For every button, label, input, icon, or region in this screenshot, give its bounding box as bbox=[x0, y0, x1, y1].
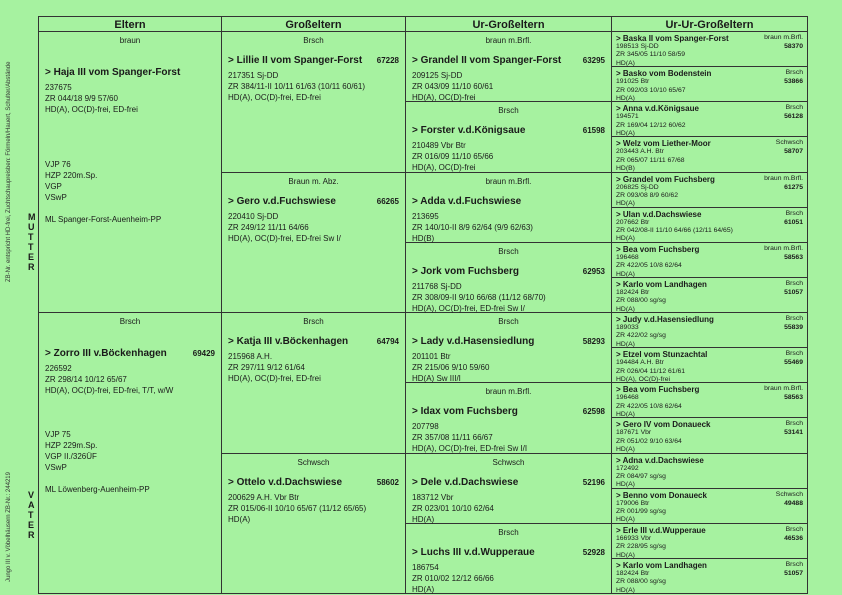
dog-detail: HD(A), OC(D)-frei, ED-frei bbox=[228, 93, 321, 102]
dog-name: > Gero v.d.Fuchswiese bbox=[228, 195, 336, 207]
dog-detail: ZR 422/05 10/8 62/64 bbox=[616, 402, 682, 410]
dog-number: 62953 bbox=[582, 266, 605, 276]
dog-detail: HD(A) bbox=[616, 340, 635, 348]
dog-number: 51057 bbox=[784, 569, 803, 577]
dog-name: > Welz vom Liether-Moor bbox=[616, 139, 711, 149]
dog-detail: 226592 bbox=[45, 364, 72, 373]
dog-detail: HD(B) bbox=[616, 165, 635, 173]
dog-detail: HD(A), OC(D)-frei, ED-frei bbox=[228, 374, 321, 383]
dog-detail: ZR 015/06-II 10/10 65/67 (11/12 65/65) bbox=[228, 503, 367, 513]
coat-color: Brsch bbox=[498, 527, 519, 537]
dog-detail: HD(A) bbox=[616, 551, 635, 559]
urgrosseltern-entry bbox=[406, 32, 612, 102]
sidebar-letter: T bbox=[28, 232, 34, 242]
dog-number: 58707 bbox=[784, 148, 803, 156]
dog-name: > Idax vom Fuchsberg bbox=[412, 406, 518, 418]
dog-number: 46536 bbox=[784, 534, 803, 542]
dog-detail: ZR 093/08 8/9 60/62 bbox=[616, 191, 678, 199]
dog-number: 53141 bbox=[784, 429, 803, 437]
eltern-entry bbox=[38, 32, 222, 313]
dog-number: 52196 bbox=[582, 477, 605, 487]
dog-name: > Ulan v.d.Dachswiese bbox=[616, 209, 702, 219]
coat-color: braun m.Brfl. bbox=[485, 387, 532, 397]
vater-label bbox=[28, 490, 35, 540]
sidebar-letter: A bbox=[28, 500, 35, 510]
dog-number: 53866 bbox=[784, 78, 803, 86]
dog-name: > Katja III v.Böckenhagen bbox=[228, 336, 349, 347]
dog-detail: 187671 Vbr bbox=[616, 429, 652, 437]
coat-color: Schwsch bbox=[297, 457, 330, 467]
dog-detail: 210489 Vbr Btr bbox=[412, 141, 466, 151]
coat-color: braun m.Brfl. bbox=[485, 176, 532, 186]
dog-detail bbox=[45, 148, 215, 159]
coat-color: Brsch bbox=[119, 317, 141, 326]
dog-name: > Adda v.d.Fuchswiese bbox=[412, 195, 522, 207]
dog-name: > Baska II vom Spanger-Forst bbox=[616, 34, 729, 43]
dog-number: 58370 bbox=[784, 43, 803, 50]
sidebar-letter: U bbox=[28, 222, 35, 232]
ururgrosseltern-entry bbox=[612, 243, 808, 278]
dog-detail: HD(A), OC(D)-frei, ED-frei, T/T, w/W bbox=[45, 386, 174, 395]
coat-color: Schwsch bbox=[775, 139, 803, 147]
dog-number: 58563 bbox=[784, 253, 803, 261]
dog-detail: 196468 bbox=[616, 253, 639, 261]
dog-name: > Etzel vom Stunzachtal bbox=[616, 350, 708, 360]
dog-name: > Basko vom Bodenstein bbox=[616, 69, 712, 79]
coat-color: Brsch bbox=[785, 104, 803, 112]
dog-number: 69429 bbox=[192, 349, 215, 358]
urgrosseltern-entry bbox=[406, 454, 612, 524]
dog-detail bbox=[45, 396, 215, 407]
dog-detail: VSwP bbox=[45, 463, 67, 472]
dog-detail: HD(A) bbox=[616, 411, 635, 419]
dog-number: 51057 bbox=[784, 288, 803, 296]
dog-detail bbox=[45, 418, 215, 429]
coat-color: Brsch bbox=[498, 246, 519, 256]
dog-detail: ZR 001/99 sg/sg bbox=[616, 508, 666, 516]
urgrosseltern-entry bbox=[406, 102, 612, 172]
dog-detail: HD(A), OC(D)-frei, ED-frei Sw I/I bbox=[412, 444, 528, 454]
sidebar-letter: T bbox=[28, 242, 34, 252]
dog-name: > Benno vom Donaueck bbox=[616, 490, 707, 500]
urgrosseltern-entry bbox=[406, 524, 612, 594]
dog-number: 62598 bbox=[582, 407, 605, 417]
dog-detail: ML Löwenberg-Auenheim-PP bbox=[45, 485, 150, 494]
ururgrosseltern-entry bbox=[612, 137, 808, 172]
dog-detail: ZR 308/09-II 9/10 66/68 (11/12 68/70) bbox=[412, 292, 546, 302]
header-ururgroeltern: Ur-Ur-Großeltern bbox=[612, 16, 808, 32]
dog-detail: VJP 76 bbox=[45, 160, 71, 169]
dog-name: > Bea vom Fuchsberg bbox=[616, 385, 700, 395]
dog-detail: 237675 bbox=[45, 83, 72, 92]
dog-detail: ZR 384/11-II 10/11 61/63 (10/11 60/61) bbox=[228, 82, 365, 91]
sidebar-bottom-note: Jungo III v. Vöbelhäusern ZB-Nr.: 244219 bbox=[6, 472, 12, 582]
ururgrosseltern-entry bbox=[612, 383, 808, 418]
dog-detail: VGP II./326ÜF bbox=[45, 452, 97, 461]
dog-detail: HD(A) bbox=[616, 130, 635, 138]
ururgrosseltern-entry bbox=[612, 173, 808, 208]
coat-color: braun m.Brfl. bbox=[764, 34, 803, 41]
coat-color: Brsch bbox=[498, 106, 519, 116]
dog-detail: 183712 Vbr bbox=[412, 492, 454, 502]
dog-name: > Grandel II vom Spanger-Forst bbox=[412, 55, 562, 66]
dog-name: > Jork vom Fuchsberg bbox=[412, 265, 519, 277]
dog-detail: VGP bbox=[45, 182, 62, 191]
sidebar-letter: V bbox=[28, 490, 35, 500]
grosseltern-entry bbox=[222, 173, 406, 314]
dog-detail: 211768 Sj-DD bbox=[412, 281, 462, 291]
dog-detail: ZR 026/04 11/12 61/61 bbox=[616, 367, 686, 375]
dog-detail: ZR 215/06 9/10 59/60 bbox=[412, 363, 490, 372]
ururgrosseltern-entry bbox=[612, 208, 808, 243]
grosseltern-entry bbox=[222, 454, 406, 595]
dog-detail: 189033 bbox=[616, 324, 639, 331]
sidebar-letter: T bbox=[28, 510, 34, 520]
dog-number: 55839 bbox=[784, 324, 803, 331]
dog-detail: ZR 169/04 12/12 60/62 bbox=[616, 121, 686, 129]
dog-detail: ZR 228/95 sg/sg bbox=[616, 543, 666, 551]
dog-number: 56128 bbox=[784, 113, 803, 121]
ururgrosseltern-entry bbox=[612, 559, 808, 594]
coat-color: Brsch bbox=[785, 69, 803, 77]
dog-name: > Bea vom Fuchsberg bbox=[616, 244, 700, 254]
dog-detail: 182424 Btr bbox=[616, 288, 650, 296]
dog-detail: HD(A) bbox=[616, 586, 635, 594]
dog-detail: 207662 Btr bbox=[616, 218, 650, 226]
dog-detail bbox=[45, 115, 215, 126]
dog-detail: ZR 088/00 sg/sg bbox=[616, 578, 666, 586]
header-eltern: Eltern bbox=[38, 16, 222, 32]
dog-detail: ZR 422/02 sg/sg bbox=[616, 332, 666, 340]
dog-detail: ML Spanger-Forst-Auenheim-PP bbox=[45, 215, 162, 224]
dog-number: 58602 bbox=[376, 477, 399, 487]
grosseltern-entry bbox=[222, 313, 406, 454]
dog-name: > Judy v.d.Hasensiedlung bbox=[616, 315, 714, 324]
dog-name: > Lillie II vom Spanger-Forst bbox=[228, 55, 363, 66]
dog-detail bbox=[45, 407, 215, 418]
coat-color: Brsch bbox=[785, 315, 803, 322]
sidebar-letter: E bbox=[28, 252, 35, 262]
dog-detail: VSwP bbox=[45, 193, 67, 202]
dog-detail: ZR 345/05 11/10 58/59 bbox=[616, 51, 686, 59]
dog-name: > Lady v.d.Hasensiedlung bbox=[412, 336, 535, 347]
dog-detail: 215968 A.H. bbox=[228, 352, 273, 361]
dog-detail: HD(A) bbox=[412, 584, 435, 594]
dog-detail: HZP 229m.Sp. bbox=[45, 441, 98, 450]
dog-detail: ZR 357/08 11/11 66/67 bbox=[412, 433, 493, 443]
dog-detail: ZR 016/09 11/10 65/66 bbox=[412, 152, 494, 162]
ururgrosseltern-entry bbox=[612, 32, 808, 67]
coat-color: Brsch bbox=[303, 317, 324, 326]
ururgrosseltern-entry bbox=[612, 524, 808, 559]
dog-detail: 207798 bbox=[412, 422, 439, 432]
dog-detail: HZP 220m.Sp. bbox=[45, 171, 98, 180]
dog-detail: HD(A) bbox=[412, 514, 435, 524]
dog-detail: 194571 bbox=[616, 113, 639, 121]
sidebar-letter: R bbox=[28, 530, 35, 540]
dog-detail bbox=[45, 473, 215, 484]
header-urgroeltern: Ur-Großeltern bbox=[406, 16, 612, 32]
dog-detail: HD(A) bbox=[616, 446, 635, 454]
coat-color: Brsch bbox=[785, 209, 803, 217]
dog-detail: ZR 051/02 9/10 63/64 bbox=[616, 437, 682, 445]
urgrosseltern-entry bbox=[406, 243, 612, 313]
dog-detail: HD(A) bbox=[616, 516, 635, 524]
eltern-entry bbox=[38, 313, 222, 594]
dog-name: > Zorro III v.Böckenhagen bbox=[45, 348, 167, 359]
dog-name: > Erle III v.d.Wupperaue bbox=[616, 525, 706, 535]
dog-number: 52928 bbox=[582, 547, 605, 557]
dog-name: > Karlo vom Landhagen bbox=[616, 560, 707, 570]
coat-color: braun m.Brfl. bbox=[764, 244, 803, 252]
dog-detail: ZR 084/97 sg/sg bbox=[616, 472, 666, 480]
dog-detail: ZR 042/08-II 11/10 64/66 (12/11 64/65) bbox=[616, 227, 733, 235]
dog-detail: HD(A) bbox=[616, 59, 635, 67]
dog-detail: 196468 bbox=[616, 394, 639, 402]
urgrosseltern-entry bbox=[406, 173, 612, 243]
ururgrosseltern-entry bbox=[612, 313, 808, 348]
dog-detail: ZR 092/03 10/10 65/67 bbox=[616, 86, 686, 94]
sidebar bbox=[0, 0, 40, 595]
coat-color: braun m.Brfl. bbox=[485, 36, 532, 45]
dog-name: > Dele v.d.Dachswiese bbox=[412, 476, 519, 488]
dog-detail: ZR 422/05 10/8 62/64 bbox=[616, 262, 682, 270]
coat-color: braun bbox=[119, 36, 141, 45]
dog-detail: ZR 023/01 10/10 62/64 bbox=[412, 503, 494, 513]
ururgrosseltern-entry bbox=[612, 102, 808, 137]
coat-color: Braun m. Abz. bbox=[288, 176, 339, 186]
dog-name: > Ottelo v.d.Dachswiese bbox=[228, 476, 343, 488]
coat-color: braun m.Brfl. bbox=[764, 174, 803, 182]
dog-name: > Adna v.d.Dachswiese bbox=[616, 455, 704, 465]
dog-name: > Luchs III v.d.Wupperaue bbox=[412, 546, 535, 558]
dog-number: 58563 bbox=[784, 394, 803, 402]
coat-color: Schwsch bbox=[492, 457, 525, 467]
coat-color: Brsch bbox=[785, 279, 803, 287]
coat-color: Brsch bbox=[498, 317, 519, 326]
dog-number: 61275 bbox=[784, 183, 803, 191]
ururgrosseltern-entry bbox=[612, 67, 808, 102]
dog-detail: VJP 75 bbox=[45, 430, 71, 439]
dog-detail: 217351 Sj-DD bbox=[228, 71, 279, 80]
dog-name: > Grandel vom Fuchsberg bbox=[616, 174, 715, 184]
dog-detail: 179006 Btr bbox=[616, 499, 650, 507]
dog-detail: HD(A) bbox=[616, 200, 635, 208]
coat-color: Brsch bbox=[785, 420, 803, 428]
dog-detail: HD(A), OC(D)-frei, ED-frei Sw I/ bbox=[412, 303, 525, 313]
dog-detail: HD(A) bbox=[616, 235, 635, 243]
dog-detail: HD(A) bbox=[616, 305, 635, 313]
dog-detail: ZR 010/02 12/12 66/66 bbox=[412, 573, 494, 583]
dog-detail bbox=[45, 126, 215, 137]
coat-color: Schwsch bbox=[775, 490, 803, 498]
dog-number: 67228 bbox=[376, 56, 399, 65]
coat-color: Brsch bbox=[303, 36, 324, 45]
dog-detail bbox=[45, 137, 215, 148]
coat-color: Brsch bbox=[785, 350, 803, 358]
dog-detail: 194484 A.H. Btr bbox=[616, 359, 664, 367]
dog-detail: 201101 Btr bbox=[412, 352, 451, 361]
dog-detail: ZR 297/11 9/12 61/64 bbox=[228, 363, 305, 372]
sidebar-top-note: ZB-Nr. entspricht HD-frei, Zuchtschaupreisben: Förmeln/Hauert, Schulter/Abstände bbox=[6, 61, 12, 282]
dog-detail: 203443 A.H. Btr bbox=[616, 148, 664, 156]
dog-name: > Karlo vom Landhagen bbox=[616, 279, 707, 289]
sidebar-letter: M bbox=[28, 212, 36, 222]
dog-name: > Anna v.d.Königsaue bbox=[616, 104, 699, 114]
dog-detail: 220410 Sj-DD bbox=[228, 211, 279, 221]
dog-detail: ZR 043/09 11/10 60/61 bbox=[412, 82, 494, 91]
dog-detail: 182424 Btr bbox=[616, 569, 650, 577]
dog-detail: HD(A), OC(D)-frei bbox=[412, 163, 476, 173]
dog-detail: HD(A), OC(D)-frei, ED-frei bbox=[45, 105, 138, 114]
dog-name: > Gero IV vom Donaueck bbox=[616, 420, 711, 430]
ururgrosseltern-entry bbox=[612, 348, 808, 383]
dog-detail bbox=[45, 203, 215, 214]
dog-detail: ZR 249/12 11/11 64/66 bbox=[228, 222, 309, 232]
dog-name: > Forster v.d.Königsaue bbox=[412, 125, 526, 137]
urgrosseltern-entry bbox=[406, 383, 612, 453]
coat-color: braun m.Brfl. bbox=[764, 385, 803, 393]
dog-detail: HD(A) bbox=[616, 481, 635, 489]
dog-detail: 209125 Sj-DD bbox=[412, 71, 463, 80]
dog-detail: 200629 A.H. Vbr Btr bbox=[228, 492, 300, 502]
dog-number: 55469 bbox=[784, 359, 803, 367]
urgrosseltern-entry bbox=[406, 313, 612, 383]
dog-detail: 186754 bbox=[412, 562, 439, 572]
dog-number: 64794 bbox=[376, 337, 399, 346]
ururgrosseltern-entry bbox=[612, 278, 808, 313]
dog-number: 49488 bbox=[784, 499, 803, 507]
dog-detail: ZR 065/07 11/11 67/68 bbox=[616, 156, 685, 164]
dog-detail: ZR 298/14 10/12 65/67 bbox=[45, 375, 127, 384]
grosseltern-entry bbox=[222, 32, 406, 173]
dog-detail: 191025 Btr bbox=[616, 78, 650, 86]
mutter-label bbox=[28, 212, 36, 272]
ururgrosseltern-entry bbox=[612, 418, 808, 453]
coat-color: Brsch bbox=[785, 525, 803, 533]
dog-detail: HD(A) bbox=[228, 514, 251, 524]
dog-detail: HD(A), OC(D)-frei, ED-frei Sw I/ bbox=[228, 233, 341, 243]
dog-number: 66265 bbox=[376, 196, 399, 206]
dog-detail: HD(A) bbox=[616, 270, 635, 278]
dog-detail: 213695 bbox=[412, 211, 439, 221]
dog-detail: HD(A) bbox=[616, 94, 635, 102]
sidebar-letter: E bbox=[28, 520, 35, 530]
dog-detail: 206825 Sj-DD bbox=[616, 183, 659, 191]
dog-detail: HD(B) bbox=[412, 233, 435, 243]
dog-detail: HD(A), OC(D)-frei bbox=[616, 375, 670, 383]
header-groeltern: Großeltern bbox=[222, 16, 406, 32]
dog-number: 63295 bbox=[582, 56, 605, 65]
dog-number: 61598 bbox=[582, 126, 605, 136]
ururgrosseltern-entry bbox=[612, 454, 808, 489]
dog-detail: ZR 088/00 sg/sg bbox=[616, 297, 666, 305]
dog-detail: 166933 Vbr bbox=[616, 534, 652, 542]
dog-number: 58293 bbox=[582, 337, 605, 346]
ururgrosseltern-entry bbox=[612, 489, 808, 524]
dog-detail: ZR 044/18 9/9 57/60 bbox=[45, 94, 118, 103]
dog-name: > Haja III vom Spanger-Forst bbox=[45, 67, 181, 78]
sidebar-letter: R bbox=[28, 262, 35, 272]
dog-number: 61051 bbox=[784, 218, 803, 226]
dog-detail: ZR 140/10-II 8/9 62/64 (9/9 62/63) bbox=[412, 222, 533, 232]
dog-detail: 198513 Sj-DD bbox=[616, 43, 659, 50]
dog-detail: HD(A), OC(D)-frei bbox=[412, 93, 476, 102]
dog-detail: HD(A) Sw III/I bbox=[412, 374, 461, 383]
coat-color: Brsch bbox=[785, 560, 803, 568]
dog-detail: 172492 bbox=[616, 464, 639, 472]
